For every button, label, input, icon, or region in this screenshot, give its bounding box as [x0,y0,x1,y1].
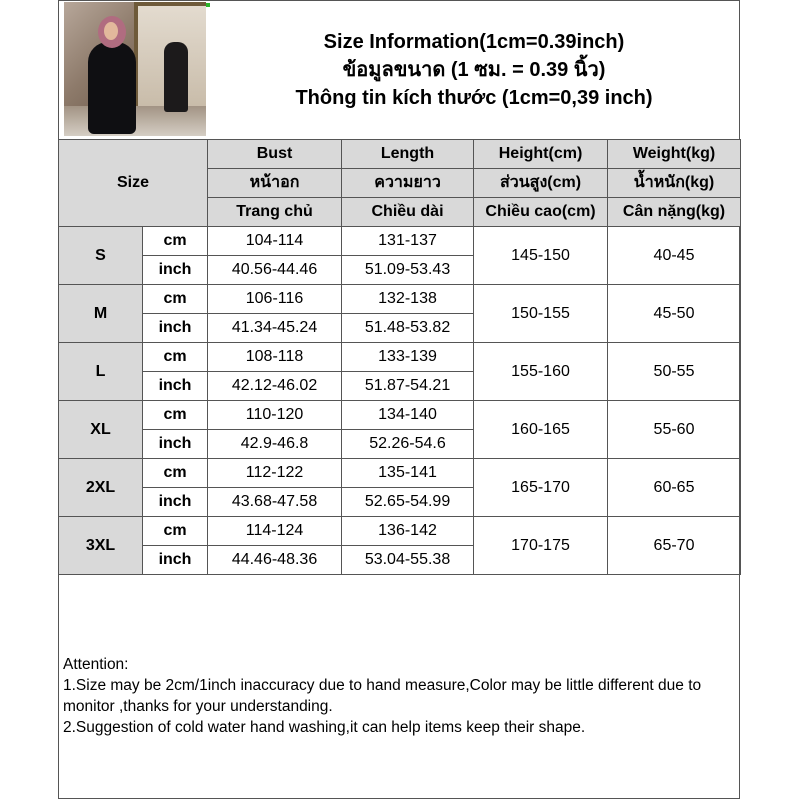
bust-inch: 43.68-47.58 [208,488,342,517]
bust-inch: 42.9-46.8 [208,430,342,459]
unit-inch: inch [143,488,208,517]
title-line-vi: Thông tin kích thước (1cm=0,39 inch) [295,87,653,109]
page-title [208,28,740,112]
bust-cm: 106-116 [208,285,342,314]
col-height-vi: Chiều cao(cm) [474,198,608,227]
col-bust-en: Bust [208,140,342,169]
size-label: 3XL [59,517,143,575]
weight-range: 45-50 [608,285,741,343]
table-row [59,227,741,256]
bust-cm: 112-122 [208,459,342,488]
unit-cm: cm [143,285,208,314]
unit-cm: cm [143,459,208,488]
length-inch: 51.09-53.43 [342,256,474,285]
length-cm: 132-138 [342,285,474,314]
bust-cm: 108-118 [208,343,342,372]
product-photo [64,2,206,136]
header-row-en [59,140,741,169]
length-cm: 131-137 [342,227,474,256]
title-line-th: ข้อมูลขนาด (1 ซม. = 0.39 นิ้ว) [342,59,606,81]
bust-inch: 41.34-45.24 [208,314,342,343]
note-item: 2.Suggestion of cold water hand washing,it can help items keep their shape. [63,719,586,736]
marker-dot [206,3,210,7]
unit-cm: cm [143,343,208,372]
unit-inch: inch [143,314,208,343]
weight-range: 55-60 [608,401,741,459]
col-bust-vi: Trang chủ [208,198,342,227]
col-height-th: ส่วนสูง(cm) [474,169,608,198]
length-inch: 51.87-54.21 [342,372,474,401]
col-length-en: Length [342,140,474,169]
unit-cm: cm [143,401,208,430]
bust-inch: 42.12-46.02 [208,372,342,401]
size-label: XL [59,401,143,459]
col-weight-vi: Cân nặng(kg) [608,198,741,227]
bust-inch: 44.46-48.36 [208,546,342,575]
table-row [59,343,741,372]
table-row [59,285,741,314]
size-label: 2XL [59,459,143,517]
reflection-shape [164,42,188,112]
length-cm: 136-142 [342,517,474,546]
height-range: 155-160 [474,343,608,401]
note-item: 1.Size may be 2cm/1inch inaccuracy due to hand measure,Color may be little different due to monitor ,thanks for your understanding. [63,677,702,715]
col-weight-en: Weight(kg) [608,140,741,169]
length-inch: 53.04-55.38 [342,546,474,575]
col-weight-th: น้ำหนัก(kg) [608,169,741,198]
unit-inch: inch [143,430,208,459]
bust-inch: 40.56-44.46 [208,256,342,285]
dress-shape [88,42,136,134]
weight-range: 50-55 [608,343,741,401]
bust-cm: 104-114 [208,227,342,256]
unit-inch: inch [143,256,208,285]
height-range: 160-165 [474,401,608,459]
col-bust-th: หน้าอก [208,169,342,198]
bust-cm: 110-120 [208,401,342,430]
height-range: 170-175 [474,517,608,575]
size-label: M [59,285,143,343]
size-label: S [59,227,143,285]
size-chart-header [58,0,740,140]
length-inch: 52.65-54.99 [342,488,474,517]
size-header-cell: Size [59,140,208,227]
col-height-en: Height(cm) [474,140,608,169]
weight-range: 40-45 [608,227,741,285]
height-range: 165-170 [474,459,608,517]
bust-cm: 114-124 [208,517,342,546]
face-shape [104,22,118,40]
length-inch: 52.26-54.6 [342,430,474,459]
unit-inch: inch [143,372,208,401]
size-label: L [59,343,143,401]
table-row [59,459,741,488]
size-table [58,139,741,575]
height-range: 145-150 [474,227,608,285]
length-cm: 133-139 [342,343,474,372]
weight-range: 65-70 [608,517,741,575]
col-length-vi: Chiều dài [342,198,474,227]
weight-range: 60-65 [608,459,741,517]
unit-cm: cm [143,517,208,546]
length-inch: 51.48-53.82 [342,314,474,343]
unit-inch: inch [143,546,208,575]
height-range: 150-155 [474,285,608,343]
table-row [59,517,741,546]
unit-cm: cm [143,227,208,256]
length-cm: 134-140 [342,401,474,430]
attention-notes [58,653,740,799]
notes-heading: Attention: [63,656,129,673]
table-row [59,401,741,430]
col-length-th: ความยาว [342,169,474,198]
title-line-en: Size Information(1cm=0.39inch) [323,31,625,53]
length-cm: 135-141 [342,459,474,488]
